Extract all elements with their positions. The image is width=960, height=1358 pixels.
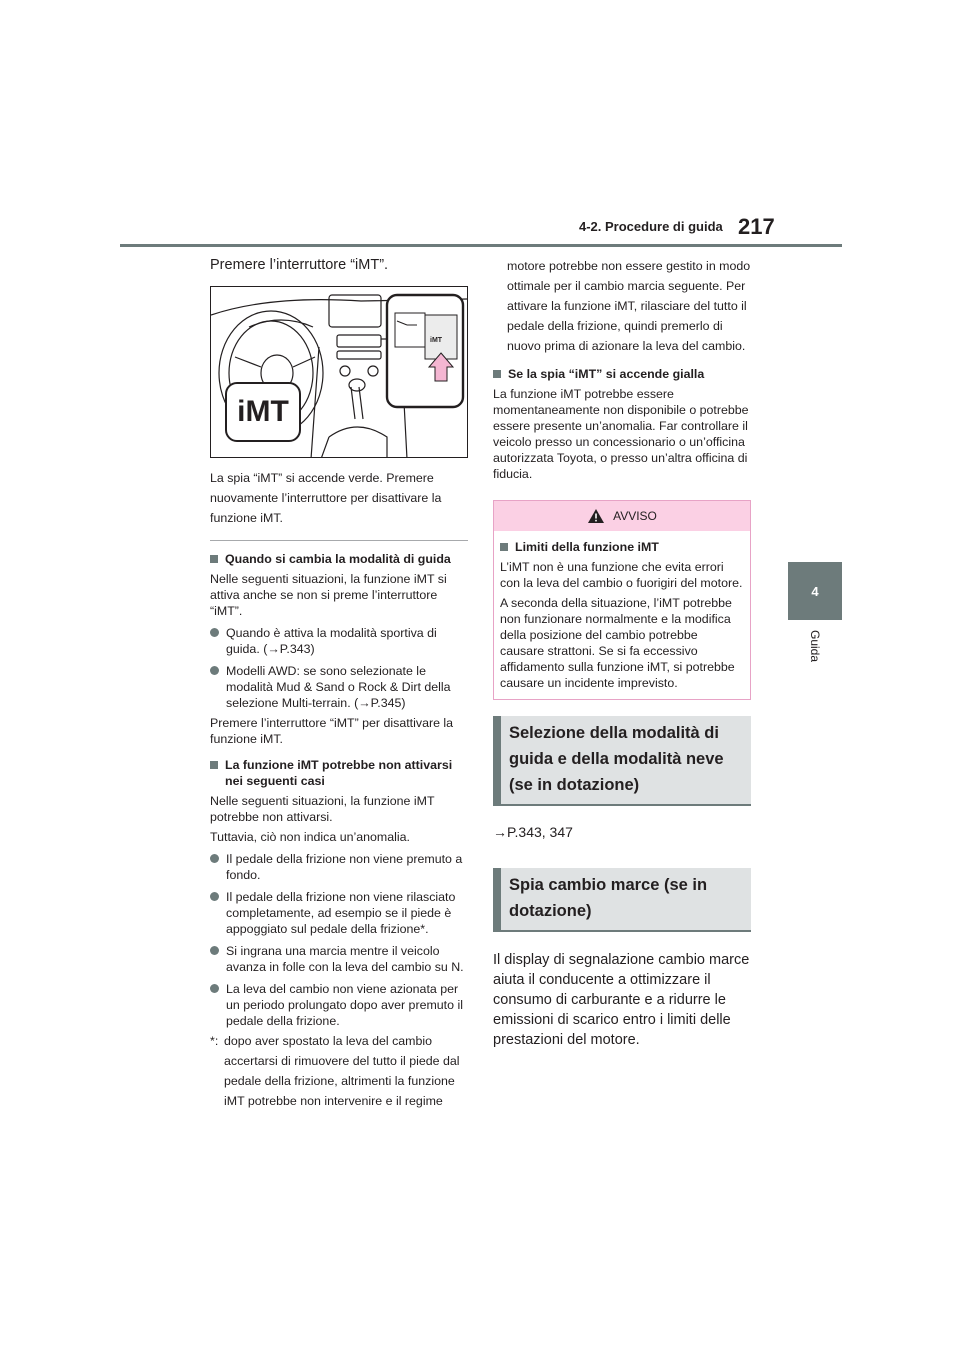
footnote [210, 1031, 468, 1111]
chapter-number: 4 [811, 583, 819, 599]
section-heading-may-not-activate: La funzione iMT potrebbe non attivarsi nei seguenti casi [210, 757, 468, 789]
list-item: Si ingrana una marcia mentre il veicolo avanza in folle con la leva del cambio su N. [210, 943, 468, 975]
list-item: Il pedale della frizione non viene premuto a fondo. [210, 851, 468, 883]
warning-body [494, 531, 750, 699]
warning-title: AVVISO [613, 509, 657, 523]
section-heading-yellow-light: Se la spia “iMT” si accende gialla [493, 366, 751, 382]
warning-box [493, 500, 751, 700]
right-column [493, 256, 751, 1050]
section-heading-drive-mode: Quando si cambia la modalità di guida [210, 551, 468, 567]
square-bullet-icon [493, 370, 501, 378]
section-body: La funzione iMT potrebbe essere momentaneamente non disponibile o potrebbe essere presente un’anomalia. Far controllare il veicolo presso un concessionario o un’officina autorizzata Toyota, o presso un’altra officina di fiducia. [493, 387, 749, 481]
section-outro: Premere l’interruttore “iMT” per disattivare la funzione iMT. [210, 716, 454, 746]
instruction-lead: Premere l’interruttore “iMT”. [210, 257, 389, 273]
round-bullet-icon [210, 666, 219, 675]
section-title-gear-indicator: Spia cambio marce (se in dotazione) [493, 868, 751, 932]
round-bullet-icon [210, 946, 219, 955]
warning-header [494, 501, 750, 531]
square-bullet-icon [210, 555, 218, 563]
footnote-continued: motore potrebbe non essere gestito in modo ottimale per il cambio marcia seguente. Per attivare la funzione iMT, rilasciare del tutto il pedale della frizione, quindi premerlo di nuovo prima di azionare la leva del cambio. [507, 259, 751, 353]
footnote-text: dopo aver spostato la leva del cambio accertarsi di rimuovere del tutto il piede dal pedale della frizione, altrimenti la funzione iMT potrebbe non intervenire e il regime [224, 1034, 460, 1108]
gear-indicator-description: Il display di segnalazione cambio marce aiuta il conducente a ottimizzare il consumo di carburante e a ridurre le emissioni di scarico entro i limiti delle prestazioni del motore. [493, 952, 750, 1048]
round-bullet-icon [210, 628, 219, 637]
section-title-drive-mode: Selezione della modalità di guida e della modalità neve (se in dotazione) [493, 716, 751, 806]
figure-caption: La spia “iMT” si accende verde. Premere nuovamente l’interruttore per disattivare la funzione iMT. [210, 471, 442, 525]
chapter-label: Guida [808, 630, 822, 663]
round-bullet-icon [210, 854, 219, 863]
left-column [210, 256, 468, 1111]
page-reference[interactable]: →P.343, 347 [493, 824, 573, 840]
header-rule [120, 244, 842, 247]
warning-heading: Limiti della funzione iMT [500, 539, 744, 555]
warning-icon [587, 508, 605, 524]
imt-callout: iMT [225, 382, 301, 442]
round-bullet-icon [210, 984, 219, 993]
warning-paragraph: A seconda della situazione, l’iMT potrebbe non funzionare normalmente e la modifica della posizione del cambio potrebbe causare strattoni. Se si fa eccessivo affidamento sulla funzione iMT, si potrebbe causare un incidente imprevisto. [500, 596, 735, 690]
section-intro: Nelle seguenti situazioni, la funzione iMT potrebbe non attivarsi. [210, 794, 435, 824]
list-item: Modelli AWD: se sono selezionate le modalità Mud & Sand o Rock & Dirt della selezione Multi-terrain. (→P.345) [210, 663, 468, 711]
list-item: Quando è attiva la modalità sportiva di guida. (→P.343) [210, 625, 468, 657]
divider [210, 540, 468, 541]
round-bullet-icon [210, 892, 219, 901]
square-bullet-icon [500, 543, 508, 551]
warning-paragraph: L’iMT non è una funzione che evita errori con la leva del cambio o fuorigiri del motore. [500, 560, 743, 590]
running-header: 4-2. Procedure di guida [579, 219, 723, 234]
square-bullet-icon [210, 761, 218, 769]
imt-switch-label: iMT [430, 337, 443, 344]
dashboard-illustration [210, 286, 468, 458]
list-item: Il pedale della frizione non viene rilasciato completamente, ad esempio se il piede è appoggiato sul pedale della frizione*. [210, 889, 468, 937]
page-number: 217 [738, 214, 775, 239]
list-item: La leva del cambio non viene azionata per un periodo prolungato dopo aver premuto il pedale della frizione. [210, 981, 468, 1029]
chapter-tab[interactable] [788, 562, 842, 620]
section-intro-2: Tuttavia, ciò non indica un’anomalia. [210, 830, 410, 844]
section-intro: Nelle seguenti situazioni, la funzione iMT si attiva anche se non si preme l’interruttore “iMT”. [210, 572, 447, 618]
footnote-mark: *: [210, 1034, 219, 1048]
